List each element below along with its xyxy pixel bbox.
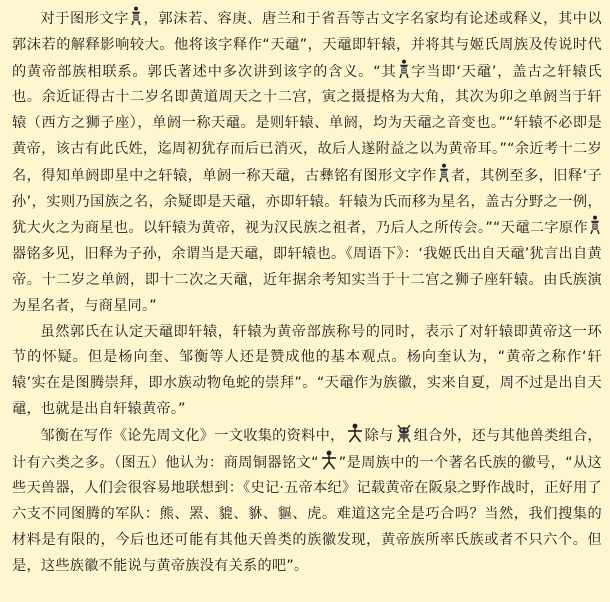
clan-glyph-tianyuan-icon [130,6,142,26]
paragraph-text: 组合外，还与其他兽类组合，计有六类之多。（图五）他认为：商周铜器铭文“ [12,427,602,471]
clan-glyph-tianyuan-icon [589,215,601,235]
paragraph-text: ，郭沫若、容庚、唐兰和于省吾等古文字名家均有论述或释义，其中以郭沫若的解释影响较大。他将该字释作“天黿”，天黿即轩辕，并将其与姬氏周族及传说时代的黄帝部族相联系。郭氏著述中多次讲到该字的含义。“其 [12,11,602,80]
paragraph-text: 虽然郭氏在认定天黿即轩辕，轩辕为黄帝部族称号的同时，表示了对轩辕即黄帝这一环节的怀疑。但是杨向奎、邹衡等人还是赞成他的基本观点。杨向奎认为，“黄帝之称作‘轩辕’实在是图腾崇拜，即水族动物龟蛇的崇拜”。“天黿作为族徽，实来自夏，周不过是出自天黿，也就是出自轩辕黄帝。” [12,323,602,417]
clan-glyph-beast-icon [395,423,413,443]
paragraph-text: ”是周族中的一个著名氏族的徽号，“从这些天兽器，人们会很容易地联想到：《史记·五帝本纪》记载黄帝在阪泉之野作战时，正好用了六支不同图腾的军队：熊、罴、貔、貅、貙、虎。难道这完全是巧合吗？当然，我们搜集的材料是有限的，今后也还可能有其他天兽类的族徽发现，黄帝族所率氏族或者不只六个。但是，这些族徽不能说与黄帝族没有关系的吧”。 [12,454,602,574]
paragraph-text: 字当即‘天黿’，盖古之轩辕氏也。余近证得古十二岁名即黄道周天之十二宫，寅之摄提格为大角，其次为卯之单阏当于轩辕（西方之狮子座），单阏一称天黿。是则轩辕、单阏，均为天黿之音变也。”“轩辕不必即是黄帝，该古有此氏姓，迄周初犹存而后已消灭，故后人遂附益之以为黄帝耳。”“余近考十二岁名，得知单阏即星中之轩辕，单阏一称天黿，古彝铭有图形文字作 [12,63,602,184]
paragraph-text: 对于图形文字 [40,11,130,27]
paragraph [12,6,602,320]
paragraph-text: 器铭多见，旧释为子孙，余谓当是天黿，即轩辕也。《周语下》：‘我姬氏出自天黿’犹言出自黄帝。十二岁之单阏，即十二次之天黿，近年据余考知实当于十二宫之狮子座轩辕。由氏族演为星名者，与商星同。” [12,246,602,314]
paragraph [12,423,602,580]
paragraph [12,320,602,423]
clan-glyph-tian-icon [346,423,364,443]
paragraph-text: 者，其例至多，旧释‘子孙’，实则乃国族之名，余疑即是天黿，亦即轩辕。轩辕为氏而移为星名，盖古分野之一例，犹大火之为商星也。以轩辕为黄帝，视为汉民族之祖者，乃后人之所传会。”“天黿二字原作 [12,167,602,237]
clan-glyph-tianyuan-icon [398,59,410,79]
paragraph-text: 邹衡在写作《论先周文化》一文收集的资料中， [40,427,345,444]
paragraph-text: 除与 [364,427,394,444]
clan-glyph-tianyuan-icon [438,163,450,183]
clan-glyph-tian-icon [320,450,338,470]
